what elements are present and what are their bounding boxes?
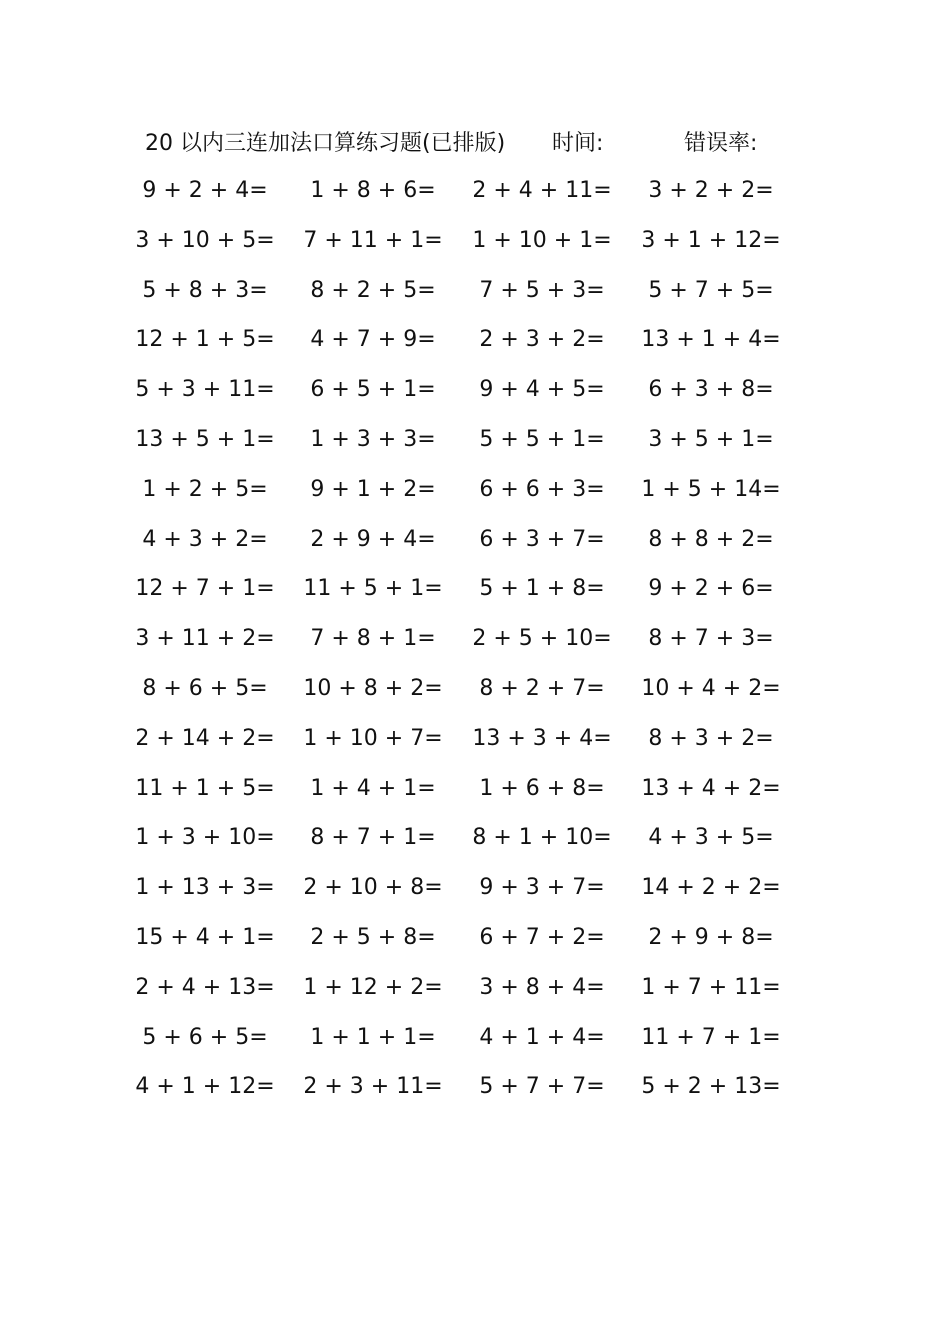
problem-cell: 2 + 4 + 13= [135,974,275,1000]
problem-cell: 4 + 1 + 12= [135,1074,275,1100]
problem-cell: 7 + 8 + 1= [310,626,436,652]
problem-row [0,773,950,823]
problem-row [0,723,950,773]
problem-row [0,822,950,872]
problem-cell: 1 + 3 + 3= [310,426,436,452]
problem-cell: 8 + 7 + 3= [648,626,774,652]
problem-cell: 10 + 8 + 2= [303,675,443,701]
problem-cell: 1 + 8 + 6= [310,178,436,203]
problem-cell: 7 + 11 + 1= [303,227,443,253]
time-label: 时间: [552,131,604,156]
problem-cell: 9 + 2 + 6= [648,576,774,602]
problem-cell: 12 + 1 + 5= [135,327,275,353]
problem-row [0,524,950,574]
problem-cell: 2 + 10 + 8= [303,875,443,901]
problem-cell: 6 + 5 + 1= [310,377,436,403]
problem-row [0,623,950,673]
problem-cell: 1 + 5 + 14= [641,476,781,502]
problem-cell: 3 + 8 + 4= [479,974,605,1000]
problem-cell: 8 + 3 + 2= [648,725,774,751]
problem-cell: 2 + 9 + 8= [648,924,774,950]
problem-cell: 3 + 2 + 2= [648,178,774,203]
problem-cell: 13 + 1 + 4= [641,327,781,353]
problem-row [0,673,950,723]
problem-cell: 8 + 1 + 10= [472,825,612,851]
problem-cell: 8 + 8 + 2= [648,526,774,552]
problem-cell: 13 + 4 + 2= [641,775,781,801]
problem-cell: 5 + 2 + 13= [641,1074,781,1100]
problem-grid [0,175,950,1121]
problem-cell: 4 + 3 + 5= [648,825,774,851]
error-rate-label: 错误率: [684,131,758,156]
problem-row [0,1022,950,1072]
problem-cell: 9 + 3 + 7= [479,875,605,901]
problem-cell: 5 + 7 + 5= [648,277,774,303]
problem-cell: 2 + 14 + 2= [135,725,275,751]
problem-cell: 3 + 11 + 2= [135,626,275,652]
problem-cell: 2 + 5 + 10= [472,626,612,652]
problem-cell: 11 + 7 + 1= [641,1024,781,1050]
problem-cell: 15 + 4 + 1= [135,924,275,950]
problem-cell: 3 + 1 + 12= [641,227,781,253]
problem-cell: 6 + 3 + 7= [479,526,605,552]
problem-cell: 6 + 6 + 3= [479,476,605,502]
problem-cell: 1 + 10 + 7= [303,725,443,751]
problem-cell: 13 + 3 + 4= [472,725,612,751]
worksheet-header [0,126,950,160]
problem-cell: 2 + 4 + 11= [472,178,612,203]
problem-cell: 3 + 5 + 1= [648,426,774,452]
problem-cell: 5 + 5 + 1= [479,426,605,452]
problem-row [0,972,950,1022]
problem-cell: 9 + 2 + 4= [142,178,268,203]
problem-cell: 3 + 10 + 5= [135,227,275,253]
problem-cell: 8 + 2 + 5= [310,277,436,303]
problem-cell: 6 + 3 + 8= [648,377,774,403]
problem-cell: 5 + 3 + 11= [135,377,275,403]
problem-cell: 1 + 12 + 2= [303,974,443,1000]
problem-cell: 10 + 4 + 2= [641,675,781,701]
problem-cell: 1 + 4 + 1= [310,775,436,801]
problem-row [0,474,950,524]
worksheet-title: 20 以内三连加法口算练习题(已排版) [145,131,506,156]
problem-cell: 9 + 1 + 2= [310,476,436,502]
problem-cell: 11 + 5 + 1= [303,576,443,602]
problem-cell: 5 + 6 + 5= [142,1024,268,1050]
problem-row [0,424,950,474]
problem-cell: 2 + 9 + 4= [310,526,436,552]
problem-cell: 2 + 5 + 8= [310,924,436,950]
problem-cell: 11 + 1 + 5= [135,775,275,801]
problem-row [0,573,950,623]
problem-row [0,872,950,922]
problem-cell: 8 + 7 + 1= [310,825,436,851]
problem-cell: 4 + 1 + 4= [479,1024,605,1050]
problem-cell: 1 + 3 + 10= [135,825,275,851]
problem-cell: 1 + 13 + 3= [135,875,275,901]
problem-cell: 2 + 3 + 2= [479,327,605,353]
problem-row [0,1071,950,1121]
problem-cell: 6 + 7 + 2= [479,924,605,950]
problem-row [0,175,950,225]
problem-cell: 1 + 6 + 8= [479,775,605,801]
problem-cell: 1 + 2 + 5= [142,476,268,502]
problem-cell: 1 + 7 + 11= [641,974,781,1000]
problem-cell: 8 + 6 + 5= [142,675,268,701]
problem-cell: 5 + 7 + 7= [479,1074,605,1100]
problem-cell: 7 + 5 + 3= [479,277,605,303]
problem-cell: 2 + 3 + 11= [303,1074,443,1100]
problem-cell: 9 + 4 + 5= [479,377,605,403]
problem-cell: 14 + 2 + 2= [641,875,781,901]
problem-cell: 5 + 8 + 3= [142,277,268,303]
problem-cell: 8 + 2 + 7= [479,675,605,701]
problem-cell: 13 + 5 + 1= [135,426,275,452]
problem-row [0,922,950,972]
problem-cell: 5 + 1 + 8= [479,576,605,602]
problem-cell: 1 + 10 + 1= [472,227,612,253]
problem-cell: 4 + 3 + 2= [142,526,268,552]
problem-row [0,324,950,374]
problem-row [0,225,950,275]
problem-cell: 1 + 1 + 1= [310,1024,436,1050]
problem-row [0,374,950,424]
problem-cell: 12 + 7 + 1= [135,576,275,602]
problem-cell: 4 + 7 + 9= [310,327,436,353]
problem-row [0,275,950,325]
